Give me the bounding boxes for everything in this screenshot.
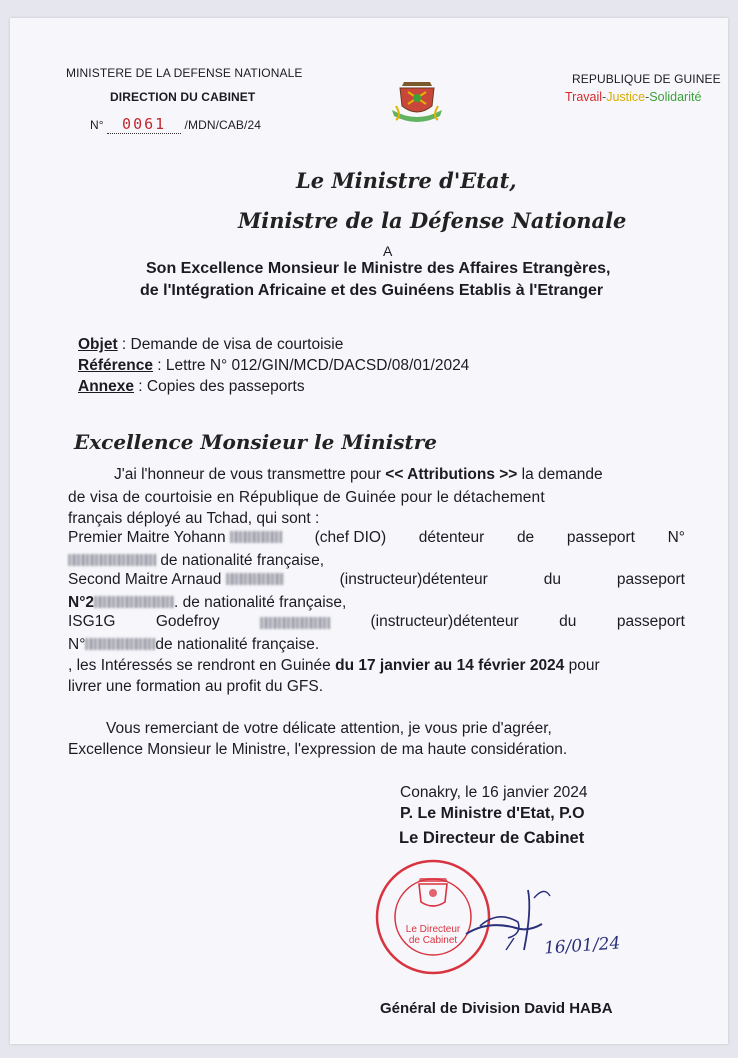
motto-justice: Justice <box>606 90 646 104</box>
person1-line1 <box>68 529 685 547</box>
body-p1-start: J'ai l'honneur de vous transmettre pour <box>114 466 386 483</box>
motto-sep-1: - <box>602 90 607 104</box>
ref-suffix: /MDN/CAB/24 <box>184 118 261 132</box>
coat-of-arms-emblem <box>386 76 448 128</box>
person3-word-passeport: passeport <box>616 613 685 630</box>
ref-number-handwritten: 0061 <box>107 115 181 134</box>
ministry-name: MINISTERE DE LA DEFENSE NATIONALE <box>66 66 303 80</box>
objet-line <box>78 334 343 355</box>
national-motto <box>565 90 701 104</box>
person1-role: (chef DIO) <box>314 529 387 546</box>
person2-line2 <box>68 592 346 613</box>
person2-line1 <box>68 571 685 589</box>
recipient-line2: de l'Intégration Africaine et des Guinéens Etablis à l'Etranger <box>140 282 604 299</box>
closing-line1: Vous remerciant de votre délicate attention, je vous prie d'agréer, <box>106 720 552 737</box>
reference-value: : Lettre N° 012/GIN/MCD/DACSD/08/01/2024 <box>152 357 470 374</box>
motto-solidarite: Solidarité <box>649 90 702 104</box>
person3-nationality: de nationalité française. <box>155 636 320 653</box>
person3-role: (instructeur)détenteur <box>370 613 519 630</box>
redacted-surname-2 <box>226 573 284 585</box>
person1-word-passeport: passeport <box>566 529 635 546</box>
place-date: Conakry, le 16 janvier 2024 <box>400 784 588 801</box>
person3-rank: ISG1G <box>68 613 116 630</box>
dates-line2: livrer une formation au profit du GFS. <box>68 678 324 695</box>
dates-line1 <box>68 655 600 676</box>
person3-name: Godefroy <box>155 613 220 630</box>
dates-start: , les Intéressés se rendront en Guinée <box>68 657 336 674</box>
motto-sep-2: - <box>645 90 650 104</box>
po-line: P. Le Ministre d'Etat, P.O <box>400 805 585 822</box>
person1-line2 <box>68 550 324 571</box>
dates-range: du 17 janvier au 14 février 2024 <box>335 657 565 674</box>
person2-word-du: du <box>543 571 561 588</box>
person2-word-passeport: passeport <box>616 571 685 588</box>
person1-word-no: N° <box>667 529 685 546</box>
person2-nationality: . de nationalité française, <box>174 594 347 611</box>
signatory-title: Le Directeur de Cabinet <box>399 829 585 847</box>
objet-value: : Demande de visa de courtoisie <box>117 336 344 353</box>
body-line-1 <box>114 466 686 484</box>
dates-end: pour <box>564 657 600 674</box>
redacted-passport-3 <box>85 638 155 650</box>
recipient-to: A <box>383 243 393 259</box>
redacted-passport-1 <box>68 554 156 566</box>
salutation: Excellence Monsieur le Ministre <box>74 430 437 454</box>
body-line-3: français déployé au Tchad, qui sont : <box>68 510 320 527</box>
person2-role: (instructeur)détenteur <box>339 571 488 588</box>
person3-passport-prefix: N° <box>68 636 86 653</box>
recipient-line1: Son Excellence Monsieur le Ministre des Affaires Etrangères, <box>146 260 611 277</box>
motto-travail: Travail <box>565 90 603 104</box>
person2-name: Second Maitre Arnaud <box>68 571 222 588</box>
redacted-surname-1 <box>230 531 282 543</box>
body-p1 <box>114 466 603 484</box>
objet-label: Objet <box>78 336 118 353</box>
letter-page <box>10 18 728 1044</box>
person3-word-du: du <box>559 613 577 630</box>
stamp-inner-line1: Le Directeur <box>405 924 461 935</box>
annexe-line <box>78 376 305 397</box>
direction-name: DIRECTION DU CABINET <box>110 90 256 104</box>
sender-title-line1: Le Ministre d'Etat, <box>296 168 517 193</box>
reference-line <box>78 355 469 376</box>
person1-word-de: de <box>516 529 535 546</box>
person1-name: Premier Maitre Yohann <box>68 529 226 546</box>
sender-title-line2: Ministre de la Défense Nationale <box>238 208 627 233</box>
person2-passport-prefix: N°2 <box>68 594 95 611</box>
body-line-2: de visa de courtoisie en République de Guinée pour le détachement <box>68 489 545 506</box>
ref-prefix: N° <box>90 118 104 132</box>
reference-number-line <box>90 115 261 134</box>
redacted-passport-2 <box>94 596 174 608</box>
annexe-value: : Copies des passeports <box>134 378 305 395</box>
handwritten-date: 16/01/24 <box>543 933 621 959</box>
closing-line2: Excellence Monsieur le Ministre, l'expression de ma haute considération. <box>68 741 568 758</box>
signatory-name: Général de Division David HABA <box>380 1000 613 1017</box>
reference-label: Référence <box>78 357 153 374</box>
handwritten-signature <box>458 880 558 960</box>
person1-word-detenteur: détenteur <box>418 529 485 546</box>
body-p1-end: la demande <box>517 466 603 483</box>
annexe-label: Annexe <box>78 378 134 395</box>
person3-line1 <box>68 613 685 631</box>
stamp-inner-line2: de Cabinet <box>408 935 458 946</box>
person1-nationality: de nationalité française, <box>160 552 325 569</box>
redacted-surname-3 <box>260 617 330 629</box>
person3-line2 <box>68 634 319 655</box>
body-p1-attributions: << Attributions >> <box>385 466 518 483</box>
republic-name: REPUBLIQUE DE GUINEE <box>572 72 721 86</box>
